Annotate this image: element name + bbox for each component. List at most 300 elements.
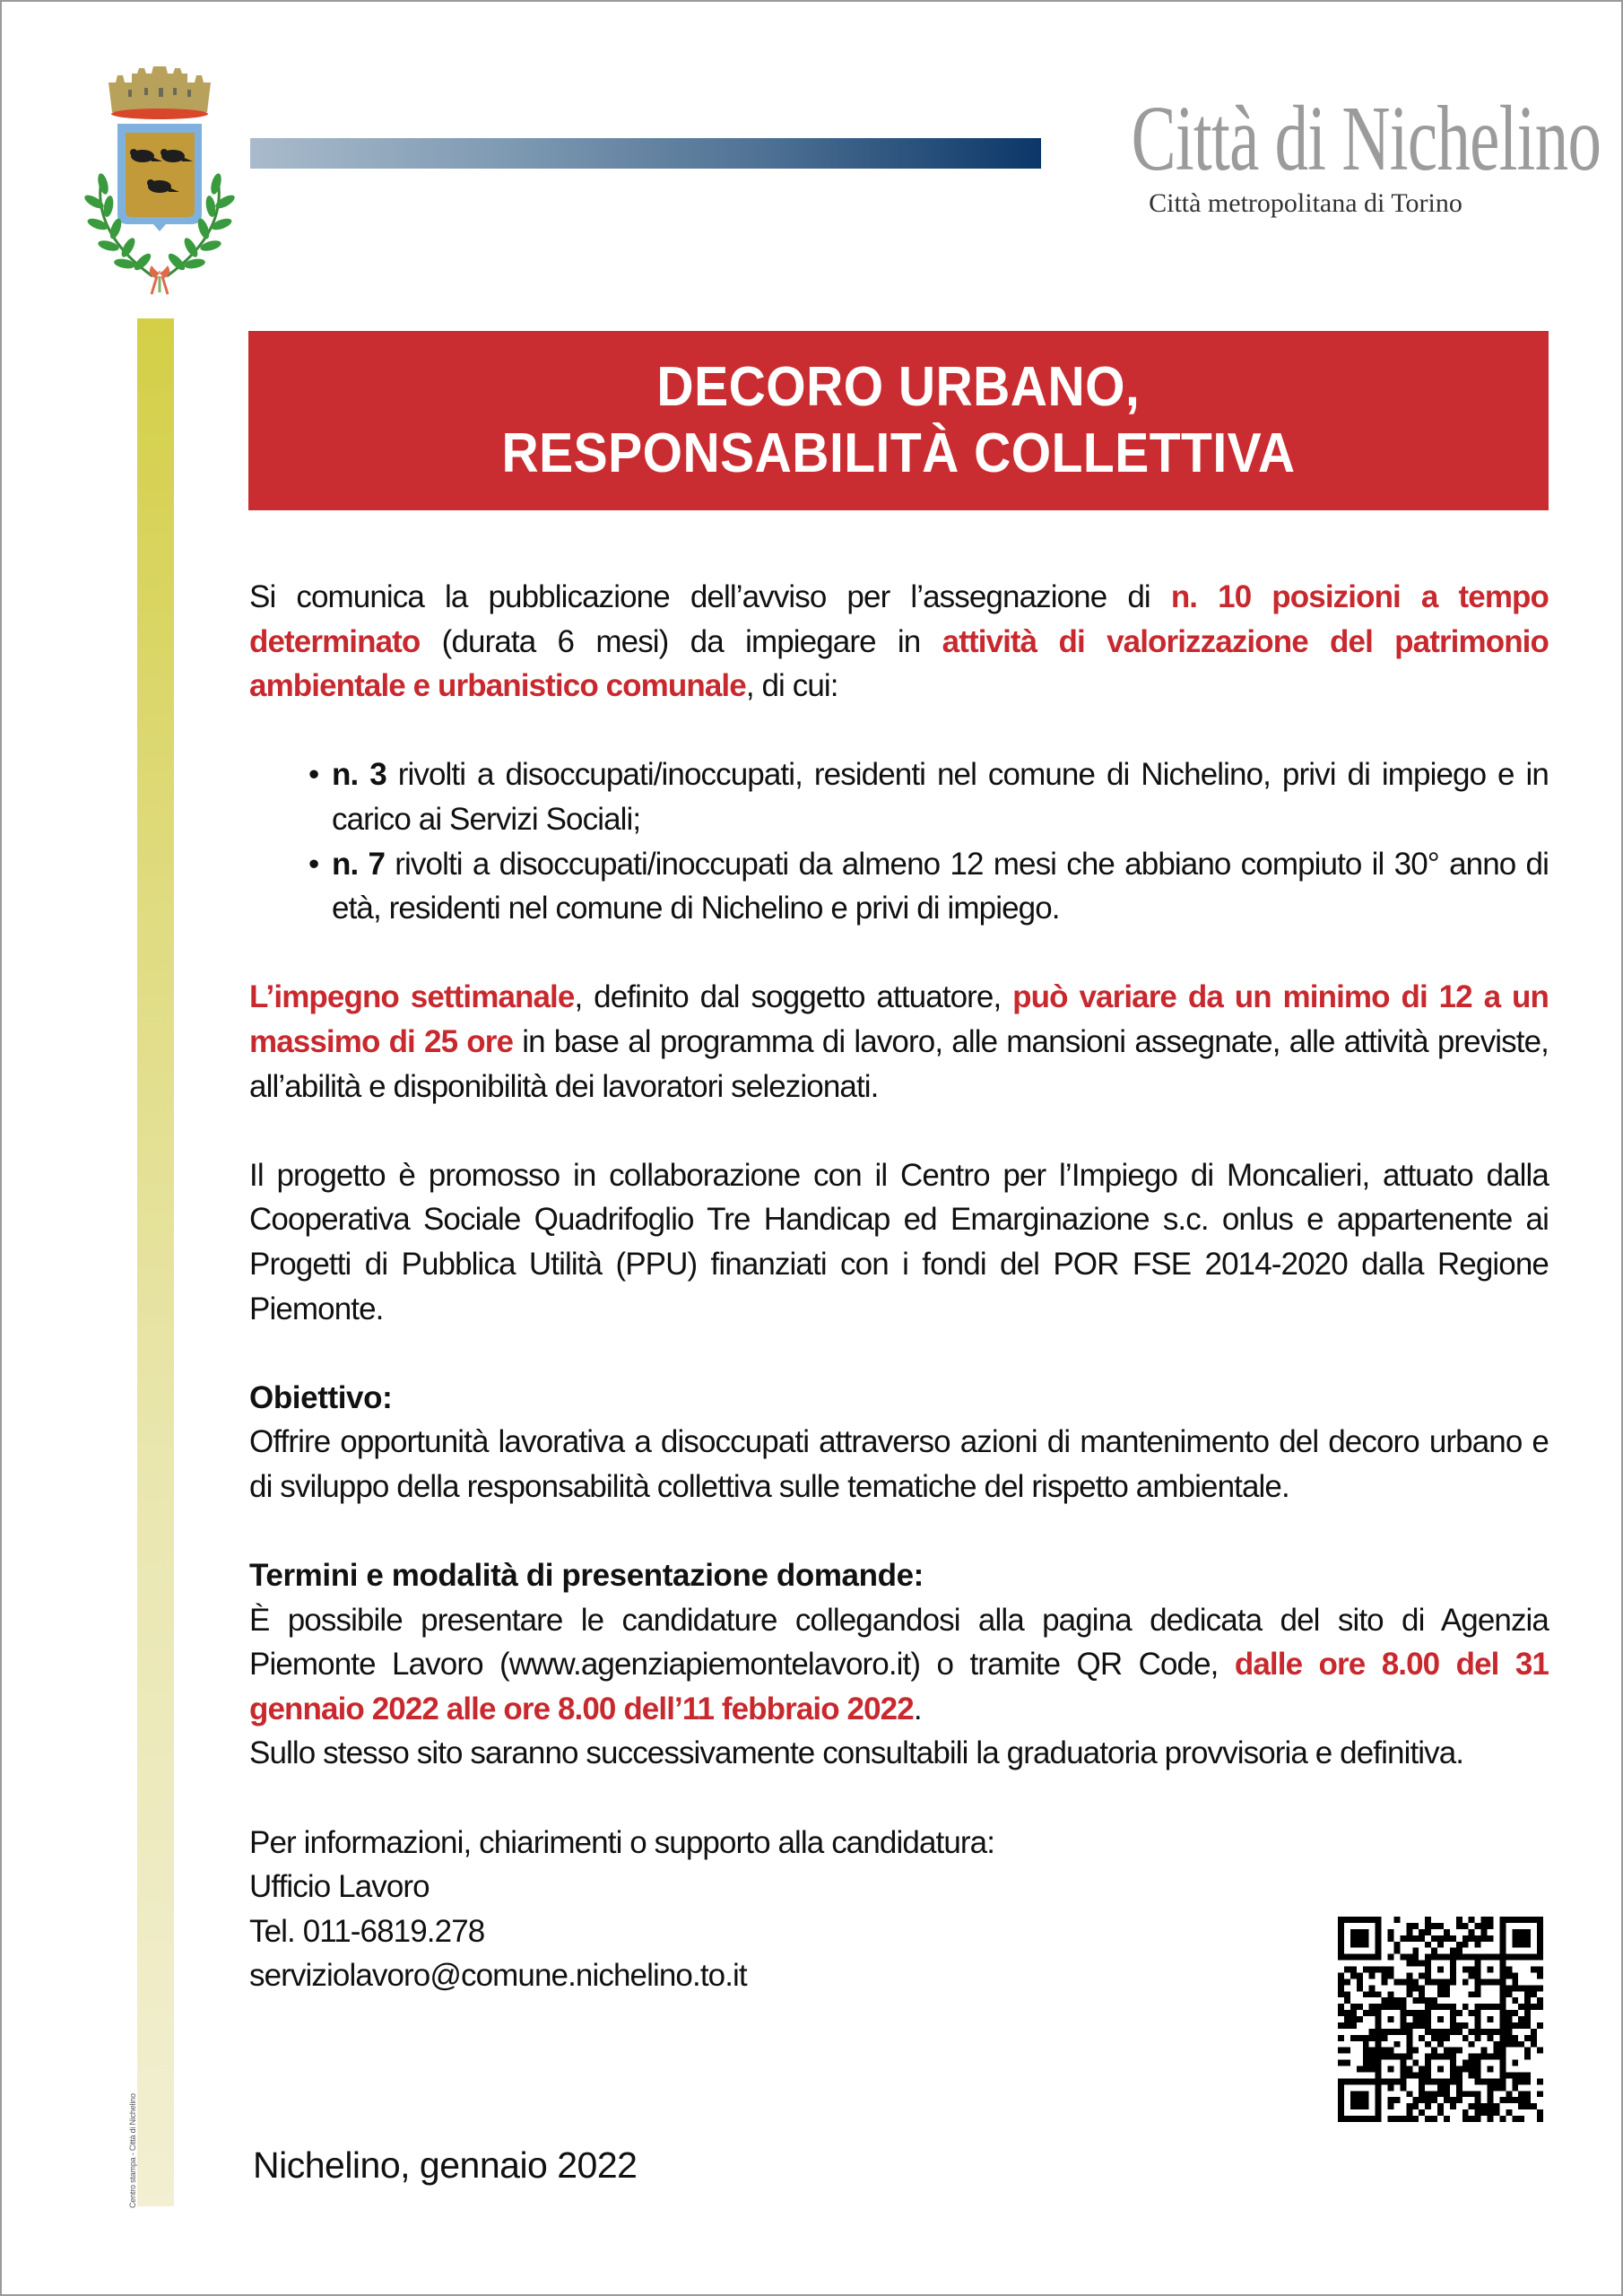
qr-module [1419,2066,1425,2073]
qr-module [1512,1985,1518,1991]
qr-module [1444,1929,1450,1935]
qr-module [1537,1997,1543,2004]
qr-module [1388,1929,1394,1935]
qr-module [1518,2078,1524,2084]
qr-module [1406,2066,1412,2073]
qr-module [1388,2097,1394,2103]
qr-module [1344,2010,1350,2016]
qr-module [1506,1985,1512,1991]
qr-module [1518,2004,1524,2010]
qr-module [1450,1948,1456,1954]
qr-module [1456,2078,1462,2084]
qr-module [1506,2041,1512,2048]
qr-module [1357,2004,1363,2010]
qr-module [1488,2035,1494,2041]
qr-module [1537,1967,1543,1973]
qr-module [1431,1948,1437,1954]
city-subtitle: Città metropolitana di Torino [1149,188,1462,218]
qr-module [1406,2091,1412,2097]
qr-module [1462,1935,1469,1942]
deadline-highlight: dalle ore 8.00 del 31 gennaio 2022 alle ore 8.00 dell’11 febbraio 2022 [249,1647,1549,1726]
qr-module [1419,1997,1425,2004]
qr-module [1456,2091,1462,2097]
objective-heading: Obiettivo: [249,1379,393,1415]
qr-module [1512,1997,1518,2004]
qr-module [1531,2103,1537,2109]
qr-module [1456,2048,1462,2054]
qr-module [1444,2084,1450,2091]
contact-office: Ufficio Lavoro [249,1869,430,1905]
qr-module [1456,2066,1462,2073]
qr-module [1537,2022,1543,2029]
positions-list [249,752,1549,930]
qr-module [1506,2097,1512,2103]
qr-module [1338,2010,1344,2016]
crown-icon [108,66,211,119]
qr-module [1444,1935,1450,1942]
qr-module [1499,1997,1506,2004]
contact-phone[interactable]: Tel. 011-6819.278 [249,1913,485,1949]
qr-module [1499,1991,1506,1997]
qr-module [1338,2022,1344,2029]
bullet-text: rivolti a disoccupati/inoccupati, residenti nel comune di Nichelino, privi di impiego e in carico ai Servizi Sociali; [332,757,1549,837]
qr-module [1412,1997,1419,2004]
qr-module [1400,1997,1406,2004]
qr-module [1369,2054,1376,2060]
qr-module [1481,1923,1488,1929]
qr-module [1531,1985,1537,1991]
qr-module [1431,1997,1437,2004]
qr-module [1437,2041,1444,2048]
qr-module [1493,2109,1499,2116]
qr-module [1363,2060,1369,2066]
qr-module [1462,1923,1469,1929]
qr-module [1518,2116,1524,2122]
qr-module [1406,1954,1412,1961]
qr-module [1506,2109,1512,2116]
ranking-paragraph: Sullo stesso sito saranno successivamente consultabili la graduatoria provvisoria e definitiva. [249,1735,1464,1771]
qr-module [1524,2048,1531,2054]
qr-module [1475,2109,1481,2116]
qr-module [1388,1972,1394,1979]
qr-module [1388,2116,1394,2122]
qr-module [1524,2016,1531,2022]
qr-module [1412,2072,1419,2078]
qr-module [1406,1985,1412,1991]
qr-module [1462,2004,1469,2010]
qr-module [1363,1991,1369,1997]
qr-module [1475,1942,1481,1948]
intro-text-1: Si comunica la pubblicazione dell’avviso per l’assegnazione di [249,579,1171,614]
qr-module [1406,2029,1412,2035]
qr-module [1338,2004,1344,2010]
qr-module [1518,2016,1524,2022]
bullet-text: rivolti a disoccupati/inoccupati da almeno 12 mesi che abbiano compiuto il 30° anno di età, residenti nel comune di Nichelino e privi di impiego. [332,846,1549,926]
terms-paragraph [249,1598,1549,1732]
qr-module [1376,1967,1382,1973]
qr-module [1518,2097,1524,2103]
qr-module [1369,2004,1376,2010]
qr-module [1369,2066,1376,2073]
qr-module [1406,2054,1412,2060]
qr-module [1338,1972,1344,1979]
qr-module [1481,2103,1488,2109]
qr-module [1462,2109,1469,2116]
qr-module [1338,2060,1344,2066]
qr-module [1499,1985,1506,1991]
qr-module [1350,1972,1357,1979]
qr-module [1363,2054,1369,2060]
qr-module [1419,1935,1425,1942]
qr-module [1419,1972,1425,1979]
qr-module [1425,2097,1431,2103]
qr-module [1406,1923,1412,1929]
decorative-side-strip [137,318,174,2206]
qr-module [1488,1917,1494,1923]
printer-credit: Centro stampa - Città di Nichelino [128,2093,137,2208]
positions-highlight: n. 10 posizioni a tempo determinato [249,579,1549,659]
qr-module [1400,2116,1406,2122]
qr-module [1419,2072,1425,2078]
qr-module [1344,1997,1350,2004]
qr-module [1400,1979,1406,1985]
qr-module [1419,1961,1425,1967]
qr-module [1412,2060,1419,2066]
qr-module [1419,2010,1425,2016]
qr-module [1444,1991,1450,1997]
qr-module [1469,1935,1475,1942]
qr-module [1406,2072,1412,2078]
qr-module [1406,2116,1412,2122]
qr-module [1431,2116,1437,2122]
qr-module [1506,2029,1512,2035]
qr-module [1369,1972,1376,1979]
qr-module [1400,1935,1406,1942]
qr-module [1388,1954,1394,1961]
qr-module [1488,1923,1494,1929]
qr-module [1382,1979,1388,1985]
qr-module [1456,1948,1462,1954]
qr-module [1344,1979,1350,1985]
qr-module [1524,2103,1531,2109]
qr-module [1406,1961,1412,1967]
qr-module [1462,1954,1469,1961]
intro-paragraph [249,575,1549,709]
qr-module [1537,2109,1543,2116]
qr-module [1499,2116,1506,2122]
qr-module [1512,2022,1518,2029]
qr-module [1431,2097,1437,2103]
qr-module [1388,1991,1394,1997]
qr-module [1531,2004,1537,2010]
qr-module [1475,1991,1481,1997]
objective-text: Offrire opportunità lavorativa a disoccupati attraverso azioni di mantenimento del decoro urbano e di sviluppo della responsabilità collettiva sulle tematiche del rispetto ambientale. [249,1424,1549,1504]
qr-module [1506,1967,1512,1973]
qr-module [1419,2035,1425,2041]
terms-heading: Termini e modalità di presentazione domande: [249,1558,924,1594]
qr-module [1475,2091,1481,2097]
qr-module [1469,2029,1475,2035]
qr-module [1456,1917,1462,1923]
intro-text-2: (durata 6 mesi) da impiegare in [420,623,942,659]
qr-module [1462,2035,1469,2041]
qr-module [1419,2097,1425,2103]
qr-module [1419,2016,1425,2022]
qr-module [1469,1929,1475,1935]
qr-module [1488,1935,1494,1942]
qr-module [1537,2078,1543,2084]
qr-module [1357,2016,1363,2022]
qr-module [1363,2010,1369,2016]
qr-module [1363,2041,1369,2048]
qr-module [1437,1935,1444,1942]
qr-module [1406,2109,1412,2116]
qr-module [1518,2041,1524,2048]
qr-module [1518,2103,1524,2109]
qr-module [1425,1929,1431,1935]
qr-module [1512,1972,1518,1979]
qr-module [1475,2116,1481,2122]
qr-module [1462,2022,1469,2029]
qr-module [1469,2066,1475,2073]
qr-module [1400,1954,1406,1961]
qr-module [1344,2060,1350,2066]
qr-module [1376,2041,1382,2048]
qr-module [1406,1979,1412,1985]
qr-module [1338,1979,1344,1985]
qr-module [1506,2035,1512,2041]
qr-module [1350,1967,1357,1973]
qr-module [1338,1985,1344,1991]
city-title: Città di Nichelino [1131,87,1601,190]
qr-module [1481,1935,1488,1942]
qr-module [1493,2048,1499,2054]
qr-module [1357,2066,1363,2073]
qr-module [1531,1991,1537,1997]
qr-module [1357,2035,1363,2041]
qr-module [1393,1979,1400,1985]
qr-module [1481,2048,1488,2054]
qr-module [1437,2035,1444,2041]
qr-module [1506,1972,1512,1979]
banner-line-1: DECORO URBANO, [656,356,1141,418]
qr-module [1412,2010,1419,2016]
qr-code-icon[interactable] [1338,1917,1543,2122]
qr-module [1437,2103,1444,2109]
qr-module [1512,2060,1518,2066]
qr-module [1369,1967,1376,1973]
commitment-text-1: , definito dal soggetto attuatore, [574,979,1013,1015]
qr-module [1376,2035,1382,2041]
qr-module [1437,2109,1444,2116]
qr-module [1481,1917,1488,1923]
qr-module [1444,2048,1450,2054]
qr-module [1419,1991,1425,1997]
qr-module [1469,1967,1475,1973]
commitment-paragraph [249,975,1549,1109]
qr-module [1388,2103,1394,2109]
qr-module [1419,2078,1425,2084]
qr-module [1419,1929,1425,1935]
qr-module [1406,2103,1412,2109]
qr-module [1431,2091,1437,2097]
qr-module [1437,2084,1444,2091]
qr-module [1388,2048,1394,2054]
qr-module [1363,1967,1369,1973]
qr-module [1469,2091,1475,2097]
qr-module [1431,1935,1437,1942]
qr-module [1456,1942,1462,1948]
qr-module [1469,2054,1475,2060]
notice-body [249,575,1549,1998]
qr-module [1350,2010,1357,2016]
qr-module [1469,1917,1475,1923]
qr-module [1338,2048,1344,2054]
qr-module [1524,2010,1531,2016]
qr-module [1462,2066,1469,2073]
qr-module [1531,2035,1537,2041]
qr-module [1412,2022,1419,2029]
qr-module [1425,2116,1431,2122]
qr-module [1388,2084,1394,2091]
qr-module [1456,2022,1462,2029]
qr-module [1444,1985,1450,1991]
qr-module [1437,2091,1444,2097]
qr-module [1419,2091,1425,2097]
qr-module [1425,1917,1431,1923]
qr-module [1344,2022,1350,2029]
qr-module [1350,2035,1357,2041]
qr-module [1524,1985,1531,1991]
qr-module [1382,1967,1388,1973]
qr-module [1406,2010,1412,2016]
qr-module [1406,2022,1412,2029]
qr-module [1537,2116,1543,2122]
qr-module [1456,1954,1462,1961]
qr-module [1488,2103,1494,2109]
qr-module [1524,2091,1531,2097]
qr-module [1369,2048,1376,2054]
qr-module [1388,1967,1394,1973]
qr-module [1369,1991,1376,1997]
qr-module [1456,2097,1462,2103]
qr-module [1382,1997,1388,2004]
qr-module [1412,2116,1419,2122]
qr-module [1376,2048,1382,2054]
qr-module [1363,2035,1369,2041]
qr-module [1412,2048,1419,2054]
qr-module [1412,1948,1419,1954]
qr-module [1524,1991,1531,1997]
qr-module [1406,2035,1412,2041]
qr-module [1493,2041,1499,2048]
qr-module [1412,2103,1419,2109]
qr-module [1419,2022,1425,2029]
qr-module [1388,1935,1394,1942]
list-item [332,842,1549,931]
qr-module [1475,1985,1481,1991]
qr-module [1469,2116,1475,2122]
qr-module [1412,1954,1419,1961]
qr-module [1537,1985,1543,1991]
qr-module [1425,1997,1431,2004]
qr-module [1488,2084,1494,2091]
qr-module [1344,2048,1350,2054]
qr-module [1493,2084,1499,2091]
qr-module [1518,2022,1524,2029]
qr-module [1406,2048,1412,2054]
activity-highlight: attività di valorizzazione del patrimonio ambientale e urbanistico comunale [249,623,1549,704]
qr-module [1537,1972,1543,1979]
qr-module [1412,1935,1419,1942]
qr-module [1437,1942,1444,1948]
contact-email[interactable]: serviziolavoro@comune.nichelino.to.it [249,1958,747,1994]
qr-module [1518,1985,1524,1991]
qr-module [1524,2097,1531,2103]
terms-text-1: È possibile presentare le candidature collegandosi alla pagina dedicata del sito di Agenzia Piemonte Lavoro (www.agenziapiemontelavoro.it) o tramite QR Code, [249,1602,1549,1683]
qr-module [1363,2066,1369,2073]
qr-module [1357,1985,1363,1991]
qr-module [1444,2097,1450,2103]
qr-module [1506,2091,1512,2097]
qr-module [1524,2022,1531,2029]
qr-module [1369,2060,1376,2066]
qr-module [1393,1997,1400,2004]
project-paragraph: Il progetto è promosso in collaborazione con il Centro per l’Impiego di Moncalieri, attuato dalla Cooperativa Sociale Quadrifoglio Tre Handicap ed Emarginazione s.c. onlus e appartenente ai Progetti di Pubblica Utilità (PPU) finanziati con i fondi del POR FSE 2014-2020 dalla Regione Piemonte. [249,1157,1549,1326]
qr-module [1369,1985,1376,1991]
list-item [332,752,1549,841]
qr-module [1363,2048,1369,2054]
terms-text-2: . [913,1691,922,1726]
qr-module [1462,2091,1469,2097]
qr-module [1469,2060,1475,2066]
qr-module [1488,2116,1494,2122]
qr-module [1499,2035,1506,2041]
qr-module [1393,1942,1400,1948]
qr-module [1512,2116,1518,2122]
qr-module [1506,1991,1512,1997]
qr-module [1488,2109,1494,2116]
qr-module [1469,1991,1475,1997]
qr-module [1437,1985,1444,1991]
qr-module [1450,2097,1456,2103]
qr-module [1350,2022,1357,2029]
qr-module [1406,1929,1412,1935]
qr-module [1437,1923,1444,1929]
qr-module [1512,2097,1518,2103]
qr-module [1400,2084,1406,2091]
qr-module [1412,2097,1419,2103]
qr-module [1512,2035,1518,2041]
qr-module [1475,2103,1481,2109]
qr-module [1357,1972,1363,1979]
contact-intro: Per informazioni, chiarimenti o supporto alla candidatura: [249,1824,995,1860]
qr-module [1456,2010,1462,2016]
qr-module [1469,1954,1475,1961]
qr-module [1369,2035,1376,2041]
qr-module [1456,2084,1462,2091]
qr-module [1475,1923,1481,1929]
qr-module [1462,1979,1469,1985]
qr-module [1344,1967,1350,1973]
qr-module [1350,2004,1357,2010]
qr-module [1382,2048,1388,2054]
qr-module [1350,2016,1357,2022]
qr-module [1469,2041,1475,2048]
qr-module [1512,2078,1518,2084]
qr-module [1419,2084,1425,2091]
qr-module [1524,2072,1531,2078]
